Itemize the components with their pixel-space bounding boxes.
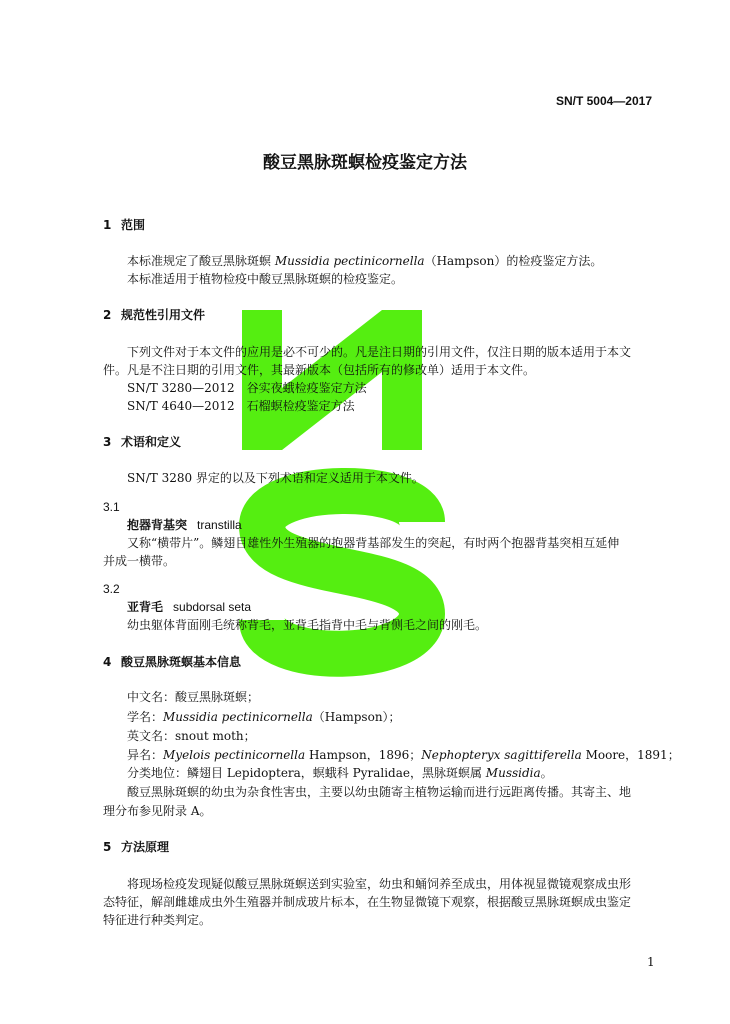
section-5-heading: [103, 838, 169, 856]
section-2-para-line-2: 件。凡是不注日期的引用文件，其最新版本（包括所有的修改单）适用于本文件。: [103, 363, 536, 377]
section-4-heading: [103, 653, 241, 671]
section-3-para: SN/T 3280 界定的以及下列术语和定义适用于本文件。: [127, 471, 424, 485]
section-1-para-1: [127, 252, 602, 270]
latin-name: Mussidia pectinicornella: [274, 254, 425, 268]
term-3-1: [127, 516, 242, 534]
document-title: 酸豆黑脉斑螟检疫鉴定方法: [263, 153, 467, 173]
term-3-2-definition: 幼虫躯体背面刚毛统称背毛，亚背毛指背中毛与背侧毛之间的刚毛。: [127, 618, 488, 632]
latin-name: Mussidia: [485, 766, 541, 780]
text-run: （Hampson）的检疫鉴定方法。: [424, 254, 603, 268]
section-number: 4: [103, 655, 112, 669]
chinese-name-line: 中文名：酸豆黑脉斑螟；: [127, 690, 260, 704]
term-chinese: 抱器背基突: [127, 518, 188, 532]
section-title: 酸豆黑脉斑螟基本信息: [121, 655, 242, 669]
section-number: 3: [103, 435, 112, 449]
latin-name: Myelois pectinicornella: [163, 748, 306, 762]
section-number: 5: [103, 840, 112, 854]
section-5-line-1: 将现场检疫发现疑似酸豆黑脉斑螟送到实验室，幼虫和蛹饲养至成虫，用体视显微镜观察成虫形: [127, 877, 632, 891]
section-4-para-line-2: 理分布参见附录 A。: [103, 804, 212, 818]
clause-number-3-2: 3.2: [103, 582, 120, 596]
term-english: subdorsal seta: [173, 600, 252, 614]
section-title: 方法原理: [121, 840, 170, 854]
term-chinese: 亚背毛: [127, 600, 164, 614]
section-4-para-line-1: 酸豆黑脉斑螟的幼虫为杂食性害虫，主要以幼虫随寄主植物运输而进行远距离传播。其寄主、地: [127, 785, 632, 799]
standard-number: SN/T 5004—2017: [555, 94, 652, 108]
section-title: 规范性引用文件: [121, 308, 206, 322]
latin-name: Nephopteryx sagittiferella: [421, 748, 582, 762]
section-5-line-2: 态特征，解剖雌雄成虫外生殖器并制成玻片标本，在生物显微镜下观察，根据酸豆黑脉斑螟成虫鉴定: [103, 895, 632, 909]
synonyms-line: [127, 746, 680, 764]
clause-number-3-1: 3.1: [103, 500, 120, 514]
scientific-name-line: [127, 708, 401, 726]
text-run: 分类地位：鳞翅目 Lepidoptera，螟蛾科 Pyralidae，黑脉斑螟属: [127, 766, 486, 780]
section-1-heading: [103, 216, 145, 234]
section-title: 范围: [121, 218, 146, 232]
reference-item: SN/T 4640—2012 石榴螟检疫鉴定方法: [127, 399, 355, 413]
section-number: 2: [103, 308, 112, 322]
section-title: 术语和定义: [121, 435, 182, 449]
text-run: 。: [540, 766, 553, 780]
term-3-2: [127, 598, 251, 616]
page-number: 1: [647, 955, 655, 969]
section-1-para-2: 本标准适用于植物检疫中酸豆黑脉斑螟的检疫鉴定。: [127, 272, 404, 286]
reference-item: SN/T 3280—2012 谷实夜蛾检疫鉴定方法: [127, 381, 367, 395]
latin-name: Mussidia pectinicornella: [163, 710, 313, 724]
text-run: 学名：: [127, 710, 164, 724]
section-2-heading: [103, 306, 205, 324]
section-3-heading: [103, 433, 181, 451]
text-run: 异名：: [127, 748, 164, 762]
section-number: 1: [103, 218, 112, 232]
term-3-1-definition-line-2: 并成一横带。: [103, 554, 176, 568]
taxonomy-line: [127, 764, 553, 782]
english-name-line: 英文名：snout moth；: [127, 729, 256, 743]
text-run: Moore，1891；: [581, 748, 680, 762]
term-3-1-definition-line-1: 又称“横带片”。鳞翅目雄性外生殖器的抱器背基部发生的突起，有时两个抱器背基突相互延伸: [127, 536, 620, 550]
text-run: Hampson，1896；: [305, 748, 422, 762]
section-2-para-line-1: 下列文件对于本文件的应用是必不可少的。凡是注日期的引用文件，仅注日期的版本适用于本文: [127, 345, 632, 359]
text-run: （Hampson）；: [312, 710, 401, 724]
text-run: 本标准规定了酸豆黑脉斑螟: [127, 254, 275, 268]
section-5-line-3: 特征进行种类判定。: [103, 913, 212, 927]
term-english: transtilla: [197, 518, 242, 532]
